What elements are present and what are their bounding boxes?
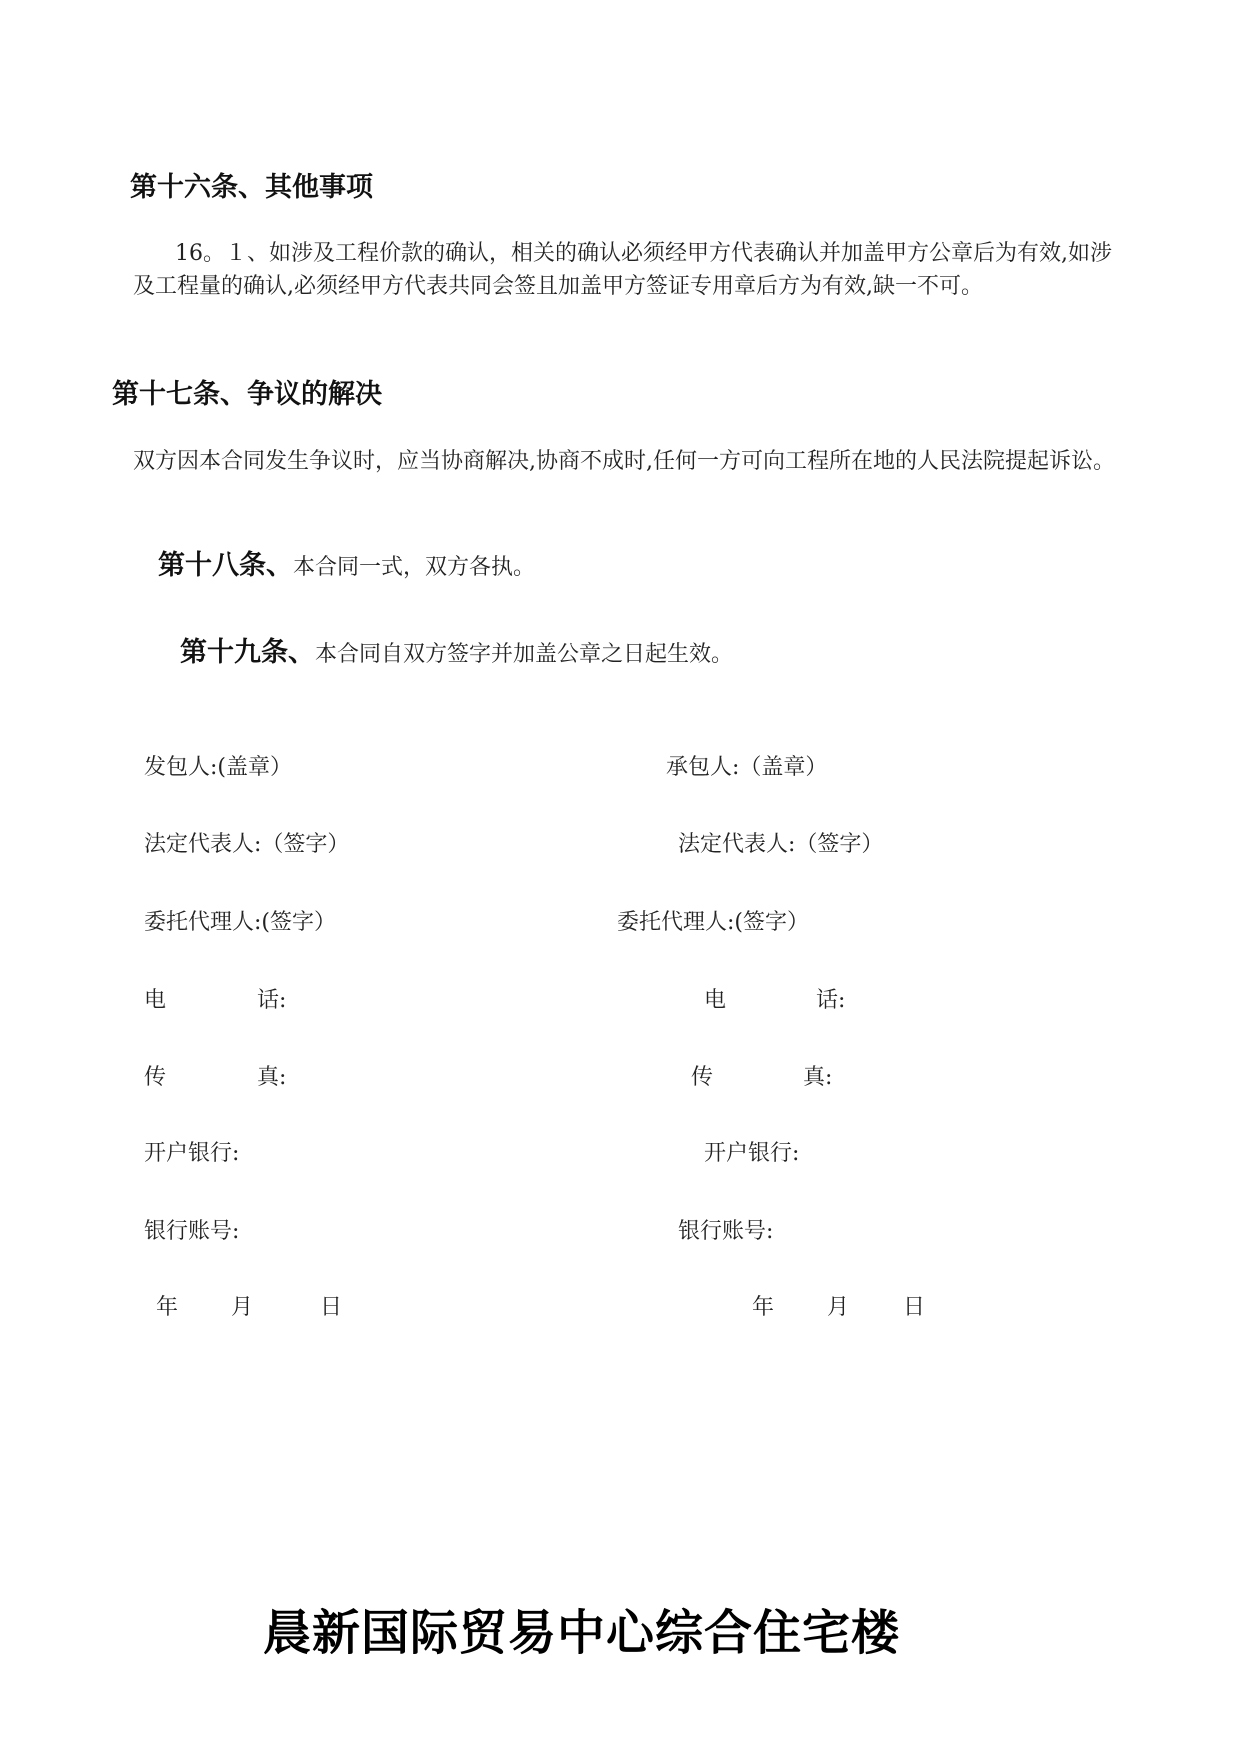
left-legal-rep: 法定代表人:（签字）	[144, 832, 350, 857]
left-year: 年	[156, 1295, 179, 1320]
left-bank: 开户银行:	[144, 1141, 240, 1166]
article19-text: 本合同自双方签字并加盖公章之日起生效。	[315, 642, 734, 667]
right-account: 银行账号:	[678, 1219, 774, 1244]
article18-line	[158, 543, 535, 582]
right-phone-label-b: 话:	[816, 988, 846, 1013]
footer-title: 晨新国际贸易中心综合住宅楼	[263, 1605, 901, 1661]
right-agent: 委托代理人:(签字）	[617, 910, 809, 935]
right-issuer: 承包人:（盖章）	[666, 755, 828, 780]
right-fax-label-b: 真:	[803, 1065, 833, 1090]
right-month: 月	[827, 1295, 850, 1320]
left-fax-label-b: 真:	[257, 1065, 287, 1090]
left-account: 银行账号:	[144, 1219, 240, 1244]
right-phone-label-a: 电	[704, 988, 727, 1013]
left-phone-label-b: 话:	[257, 988, 287, 1013]
article16-heading: 第十六条、其他事项	[130, 172, 373, 203]
right-fax-label-a: 传	[691, 1065, 714, 1090]
right-bank: 开户银行:	[704, 1141, 800, 1166]
left-issuer: 发包人:(盖章）	[144, 755, 292, 780]
article19-label: 第十九条、	[180, 637, 315, 668]
left-month: 月	[231, 1295, 254, 1320]
right-legal-rep: 法定代表人:（签字）	[678, 832, 884, 857]
article18-label: 第十八条、	[158, 550, 293, 581]
article18-text: 本合同一式，双方各执。	[293, 555, 536, 580]
left-day: 日	[320, 1295, 343, 1320]
left-phone-label-a: 电	[144, 988, 167, 1013]
left-fax-label-a: 传	[144, 1065, 167, 1090]
article16-paragraph: 16。１、如涉及工程价款的确认，相关的确认必须经甲方代表确认并加盖甲方公章后为有效,如涉及工程量的确认,必须经甲方代表共同会签且加盖甲方签证专用章后方为有效,缺一不可。	[133, 241, 1112, 299]
article17-paragraph: 双方因本合同发生争议时，应当协商解决,协商不成时,任何一方可向工程所在地的人民法院提起诉讼。	[133, 449, 1115, 474]
article17-heading: 第十七条、争议的解决	[112, 379, 382, 410]
article19-line	[180, 630, 733, 669]
right-year: 年	[752, 1295, 775, 1320]
right-day: 日	[903, 1295, 926, 1320]
left-agent: 委托代理人:(签字）	[144, 910, 336, 935]
